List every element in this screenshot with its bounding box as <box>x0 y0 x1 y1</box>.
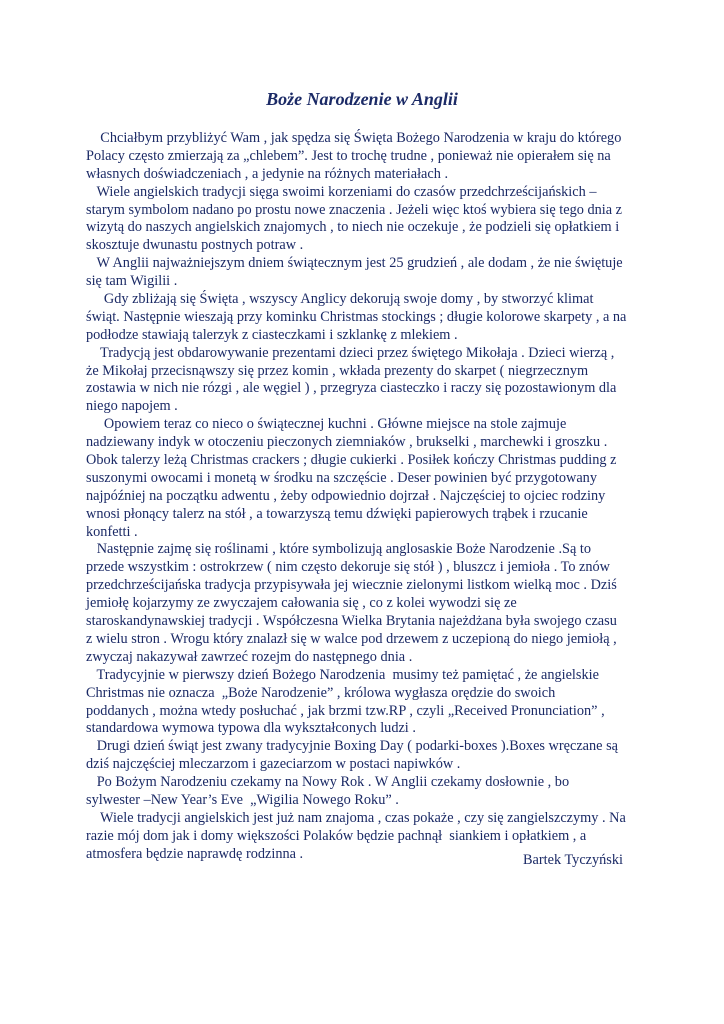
text-line: Po Bożym Narodzeniu czekamy na Nowy Rok . W Anglii czekamy dosłownie , bo <box>86 774 570 791</box>
text-line: nadziewany indyk w otoczeniu pieczonych ziemniaków , brukselki , marchewki i groszku . <box>86 434 608 451</box>
text-line: zwyczaj nakazywał zawrzeć rozejm do następnego dnia . <box>86 648 413 665</box>
text-line: zostawia w nich nie rózgi , ale węgiel ) , przegryza ciasteczko i raczy się pozostawionym dla <box>86 380 617 397</box>
text-line: z wielu stron . Wrogu który znalazł się w walce pod drzewem z uczepioną do niego jemiołą , <box>86 630 617 647</box>
text-line: atmosfera będzie naprawdę rodzinna . <box>86 845 304 862</box>
text-line: Wiele tradycji angielskich jest już nam znajoma , czas pokaże , czy się zangielszczymy . Na <box>86 809 626 826</box>
text-line: Tradycją jest obdarowywanie prezentami dzieci przez świętego Mikołaja . Dzieci wierzą , <box>86 344 615 361</box>
text-line: Gdy zbliżają się Święta , wszyscy Anglicy dekorują swoje domy , by stworzyć klimat <box>86 291 594 308</box>
text-line: razie mój dom jak i domy większości Polaków będzie pachnął siankiem i opłatkiem , a <box>86 827 587 844</box>
text-line: Drugi dzień świąt jest zwany tradycyjnie Boxing Day ( podarki-boxes ).Boxes wręczane są <box>86 738 619 755</box>
text-line: Opowiem teraz co nieco o świątecznej kuchni . Główne miejsce na stole zajmuje <box>86 416 567 433</box>
text-line: skosztuje dwunastu postnych potraw . <box>86 237 304 254</box>
text-line: Chciałbym przybliżyć Wam , jak spędza się Święta Bożego Narodzenia w kraju do którego <box>86 130 622 146</box>
text-line: Obok talerzy leżą Christmas crackers ; długie cukierki . Posiłek kończy Christmas pudding z <box>86 452 617 469</box>
text-line: że Mikołaj przecisnąwszy się przez komin , wkłada prezenty do skarpet ( niegrzecznym <box>86 362 589 379</box>
text-line: Tradycyjnie w pierwszy dzień Bożego Narodzenia musimy też pamiętać , że angielskie <box>86 666 599 683</box>
text-line: jemiołę kojarzymy ze zwyczajem całowania się , co z kolei wywodzi się ze <box>86 595 517 612</box>
text-line: wizytą do naszych angielskich znajomych , to niech nie oczekuje , że podzieli się opłatkiem i <box>86 219 620 236</box>
text-line: przedchrześcijańska tradycja przypisywała jej wiecznie zielonymi listkom wielką moc . Dziś <box>86 577 617 594</box>
text-line: Wiele angielskich tradycji sięga swoimi korzeniami do czasów przedchrześcijańskich – <box>86 183 597 200</box>
text-line: wnosi płonący talerz na stół , a towarzyszą temu dźwięki papierowych trąbek i rzucanie <box>86 505 588 522</box>
document-body <box>86 130 646 864</box>
text-line: niego napojem . <box>86 398 178 415</box>
document-title: Boże Narodzenie w Anglii <box>266 89 458 109</box>
author-signature: Bartek Tyczyński <box>523 852 623 868</box>
text-line: Christmas nie oznacza „Boże Narodzenie” , królowa wygłasza orędzie do swoich <box>86 684 556 701</box>
text-line: świąt. Następnie wieszają przy kominku Christmas stockings ; długie kolorowe skarpety , a na <box>86 308 627 325</box>
text-line: się tam Wigilii . <box>86 273 178 290</box>
text-line: Następnie zajmę się roślinami , które symbolizują anglosaskie Boże Narodzenie .Są to <box>86 541 592 558</box>
text-line: W Anglii najważniejszym dniem świątecznym jest 25 grudzień , ale dodam , że nie świętuje <box>86 255 623 272</box>
text-line: przede wszystkim : ostrokrzew ( nim często dekoruje się stół ) , bluszcz i jemioła . To znów <box>86 559 611 576</box>
text-line: Polacy często zmierzają za „chlebem”. Jest to trochę trudne , ponieważ nie opierałem się na <box>86 147 611 164</box>
text-line: sylwester –New Year’s Eve „Wigilia Nowego Roku” . <box>86 791 399 808</box>
text-line: standardowa wymowa typowa dla wykształconych ludzi . <box>86 720 416 737</box>
text-line: dziś najczęściej mleczarzom i gazeciarzom w postaci napiwków . <box>86 756 461 773</box>
text-line: suszonymi owocami i monetą w środku na szczęście . Deser powinien być przygotowany <box>86 469 597 486</box>
text-line: poddanych , można wtedy posłuchać , jak brzmi tzw.RP , czyli „Received Pronunciation” , <box>86 702 605 719</box>
text-line: własnych doświadczeniach , a jedynie na różnych materiałach . <box>86 165 449 182</box>
text-line: konfetti . <box>86 523 138 540</box>
text-line: najpóźniej na początku adwentu , żeby odpowiednio dojrzał . Najczęściej to ojciec rodziny <box>86 487 606 504</box>
text-line: podłodze stawiają talerzyk z ciasteczkami i szklankę z mlekiem . <box>86 326 458 343</box>
text-line: starym symbolom nadano po prostu nowe znaczenia . Jeżeli więc ktoś wybiera się tego dnia z <box>86 201 622 218</box>
text-line: staroskandynawskiej tradycji . Współczesna Wielka Brytania najeżdżana była swojego czasu <box>86 613 617 630</box>
